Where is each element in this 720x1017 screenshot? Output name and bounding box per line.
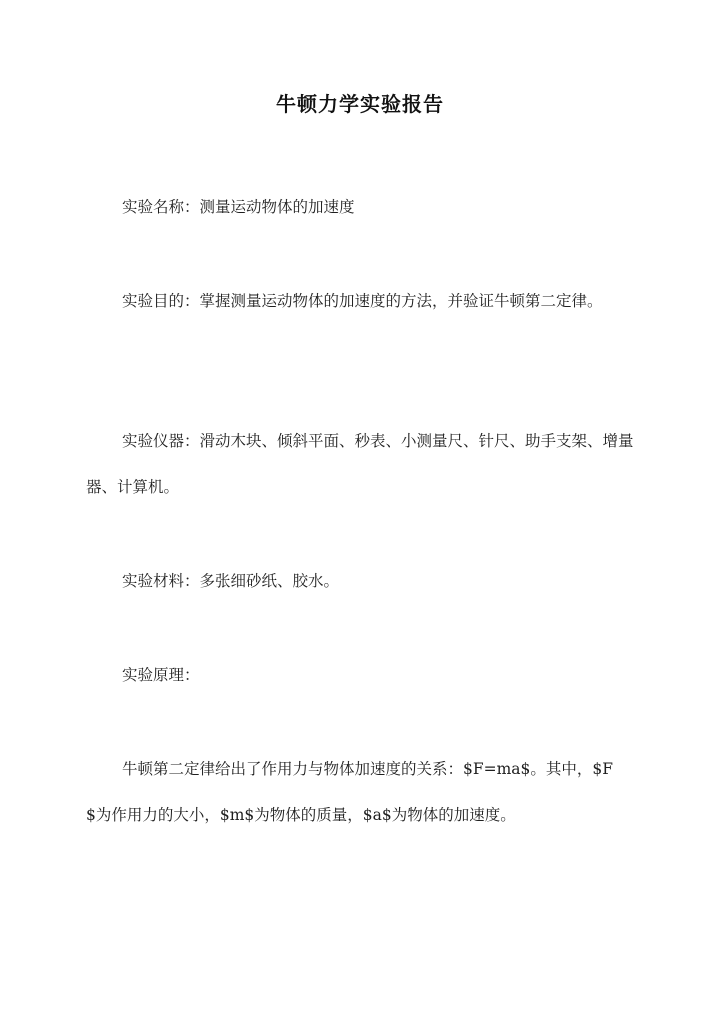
experiment-principle-heading: 实验原理： bbox=[122, 666, 200, 684]
document-title: 牛顿力学实验报告 bbox=[276, 92, 444, 116]
experiment-purpose-paragraph: 实验目的：掌握测量运动物体的加速度的方法，并验证牛顿第二定律。 bbox=[122, 292, 603, 310]
experiment-instruments-paragraph: 实验仪器：滑动木块、倾斜平面、秒表、小测量尺、针尺、助手支架、增量器、计算机。 bbox=[86, 432, 634, 496]
experiment-name-paragraph: 实验名称：测量运动物体的加速度 bbox=[122, 198, 355, 216]
newton-second-law-paragraph: 牛顿第二定律给出了作用力与物体加速度的关系：$F=ma$。其中，$F$为作用力的大小，$m$为物体的质量，$a$为物体的加速度。 bbox=[86, 760, 614, 824]
experiment-materials-paragraph: 实验材料：多张细砂纸、胶水。 bbox=[122, 572, 340, 590]
